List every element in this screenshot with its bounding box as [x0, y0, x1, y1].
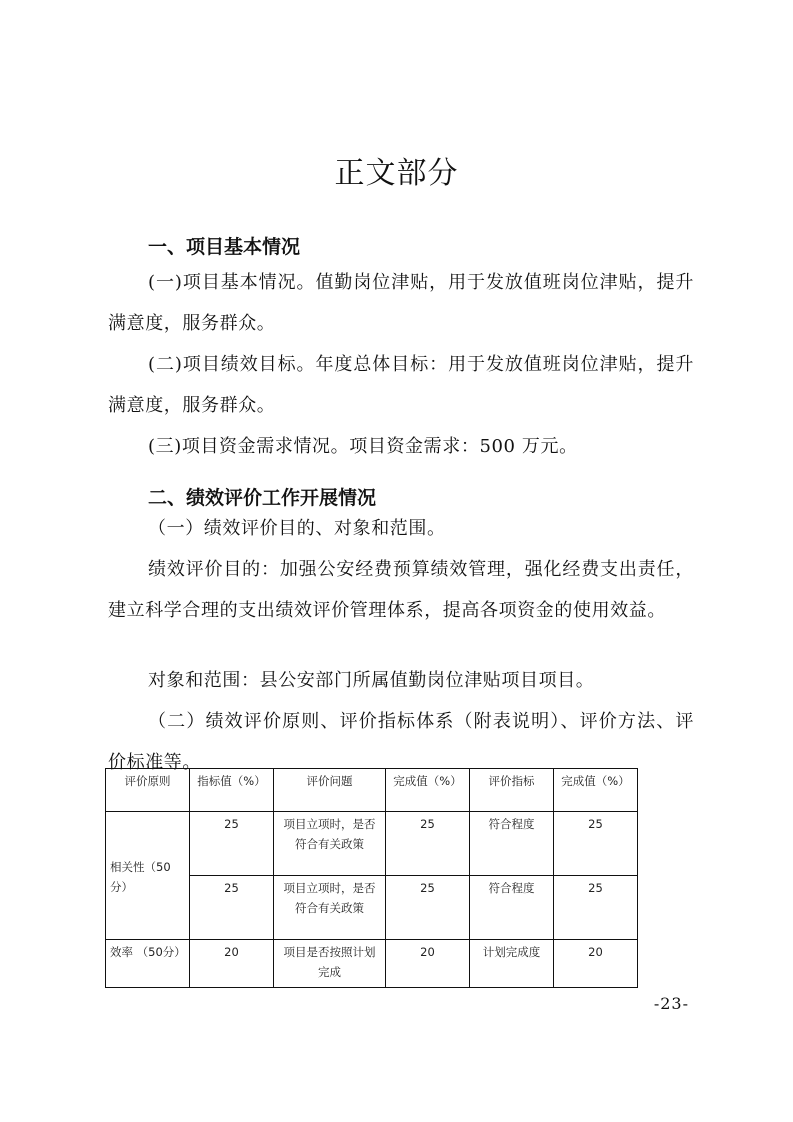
paragraph-project-basic: (一)项目基本情况。值勤岗位津贴，用于发放值班岗位津贴，提升满意度，服务群众。 [108, 272, 694, 334]
table-cell: 25 [190, 812, 274, 876]
paragraph-funding-need: (三)项目资金需求情况。项目资金需求：500 万元。 [148, 436, 578, 457]
section-heading-2: 二、绩效评价工作开展情况 [148, 487, 377, 509]
paragraph-performance-goal: (二)项目绩效目标。年度总体目标：用于发放值班岗位津贴，提升满意度，服务群众。 [108, 354, 694, 416]
table-cell: 25 [386, 876, 470, 940]
paragraph-eval-principles: （二）绩效评价原则、评价指标体系（附表说明）、评价方法、评价标准等。 [108, 711, 694, 773]
table-cell: 项目立项时，是否符合有关政策 [274, 812, 386, 876]
table-header-row [106, 769, 638, 812]
evaluation-table [105, 768, 638, 988]
table-cell: 25 [554, 812, 638, 876]
section-heading-1: 一、项目基本情况 [148, 236, 301, 258]
page-title: 正文部分 [334, 156, 459, 191]
table-row [106, 940, 638, 988]
paragraph-eval-purpose-heading: （一）绩效评价目的、对象和范围。 [148, 518, 446, 539]
table-header: 评价问题 [274, 769, 386, 812]
table-cell-principle: 效率 （50分） [106, 940, 190, 988]
table-cell: 25 [386, 812, 470, 876]
table-header: 评价原则 [106, 769, 190, 812]
table-cell: 20 [554, 940, 638, 988]
table-header: 完成值（%） [554, 769, 638, 812]
table-cell: 符合程度 [470, 812, 554, 876]
paragraph-eval-scope: 对象和范围：县公安部门所属值勤岗位津贴项目项目。 [148, 670, 595, 691]
table-header: 指标值（%） [190, 769, 274, 812]
table-cell: 20 [386, 940, 470, 988]
table-cell: 项目立项时，是否符合有关政策 [274, 876, 386, 940]
table-row [106, 812, 638, 876]
table-cell: 20 [190, 940, 274, 988]
table-cell-principle: 相关性（50分） [106, 812, 190, 940]
paragraph-eval-purpose: 绩效评价目的：加强公安经费预算绩效管理，强化经费支出责任，建立科学合理的支出绩效评价管理体系，提高各项资金的使用效益。 [108, 559, 694, 621]
table-cell: 25 [554, 876, 638, 940]
table-cell: 25 [190, 876, 274, 940]
table-cell: 计划完成度 [470, 940, 554, 988]
table-cell: 符合程度 [470, 876, 554, 940]
table-cell: 项目是否按照计划完成 [274, 940, 386, 988]
table-header: 评价指标 [470, 769, 554, 812]
page-number: -23- [653, 994, 689, 1013]
table-header: 完成值（%） [386, 769, 470, 812]
